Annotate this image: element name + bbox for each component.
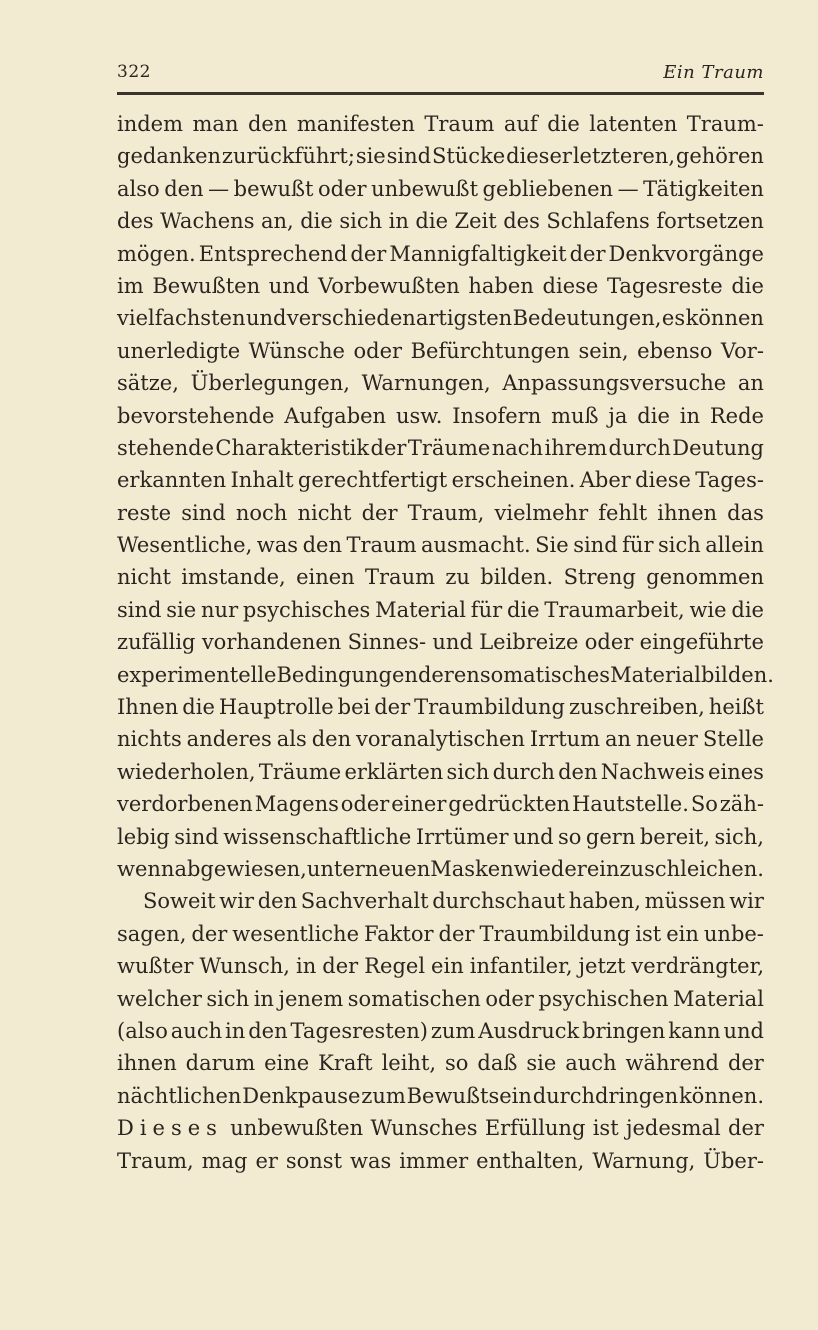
text-line: welcher sich in jenem somatischen oder psychischen Material (117, 986, 764, 1011)
body-text (117, 108, 774, 1177)
text-line: im Bewußten und Vorbewußten haben diese Tagesreste die (117, 273, 764, 298)
text-line: nächtlichen Denkpause zum Bewußtsein durchdringen können. (117, 1083, 764, 1108)
text-line: bevorstehende Aufgaben usw. Insofern muß ja die in Rede (117, 403, 764, 428)
text-line: Ihnen die Hauptrolle bei der Traumbildung zuschreiben, heißt (117, 695, 764, 720)
text-line: mögen. Entsprechend der Mannigfaltigkeit der Denkvorgänge (117, 241, 764, 266)
text-line: des Wachens an, die sich in die Zeit des Schlafens fortsetzen (117, 209, 764, 234)
text-line: wußter Wunsch, in der Regel ein infantiler, jetzt verdrängter, (117, 954, 764, 979)
text-line: indem man den manifesten Traum auf die latenten Traum- (117, 112, 764, 136)
text-line: Traum, mag er sonst was immer enthalten, Warnung, Über- (117, 1148, 764, 1173)
running-head (117, 58, 764, 88)
text-line: vielfachsten und verschiedenartigsten Bedeutungen, es können (117, 306, 764, 331)
text-line: sagen, der wesentliche Faktor der Traumbildung ist ein unbe- (117, 921, 764, 946)
text-line: verdorbenen Magens oder einer gedrückten Hautstelle. So zäh- (117, 792, 764, 817)
text-line: stehende Charakteristik der Träume nach ihrem durch Deutung (117, 435, 764, 460)
text-line: experimentelle Bedingungen deren somatisches Material bilden. (117, 662, 774, 687)
header-rule (117, 92, 764, 95)
text-line: nichts anderes als den voranalytischen Irrtum an neuer Stelle (117, 727, 764, 752)
text-line: Dieses unbewußten Wunsches Erfüllung ist jedesmal der (117, 1116, 764, 1141)
text-line: Soweit wir den Sachverhalt durchschaut haben, müssen wir (143, 889, 764, 914)
text-line: wenn abgewiesen, unter neuen Masken wieder einzuschleichen. (117, 856, 764, 881)
page-number: 322 (117, 62, 151, 82)
text-line: reste sind noch nicht der Traum, vielmehr fehlt ihnen das (117, 500, 764, 525)
text-line: also den — bewußt oder unbewußt gebliebenen — Tätigkeiten (117, 176, 764, 201)
text-line: Wesentliche, was den Traum ausmacht. Sie sind für sich allein (117, 533, 764, 558)
text-line: ihnen darum eine Kraft leiht, so daß sie auch während der (117, 1051, 764, 1076)
running-title: Ein Traum (663, 62, 764, 83)
text-line: sätze, Überlegungen, Warnungen, Anpassungsversuche an (117, 371, 764, 396)
text-line: zufällig vorhandenen Sinnes- und Leibreize oder eingeführte (117, 630, 764, 655)
text-line: unerledigte Wünsche oder Befürchtungen sein, ebenso Vor- (117, 338, 764, 363)
text-line: lebig sind wissenschaftliche Irrtümer und so gern bereit, sich, (117, 824, 764, 849)
text-line: wiederholen, Träume erklärten sich durch den Nachweis eines (117, 759, 764, 784)
text-line: gedanken zurückführt; sie sind Stücke dieser letzteren, gehören (117, 144, 764, 169)
text-line: (also auch in den Tagesresten) zum Ausdruck bringen kann und (117, 1018, 764, 1043)
text-line: nicht imstande, einen Traum zu bilden. Streng genommen (117, 565, 764, 590)
text-line: sind sie nur psychisches Material für die Traumarbeit, wie die (117, 597, 764, 622)
text-line: erkannten Inhalt gerechtfertigt erscheinen. Aber diese Tages- (117, 468, 764, 493)
